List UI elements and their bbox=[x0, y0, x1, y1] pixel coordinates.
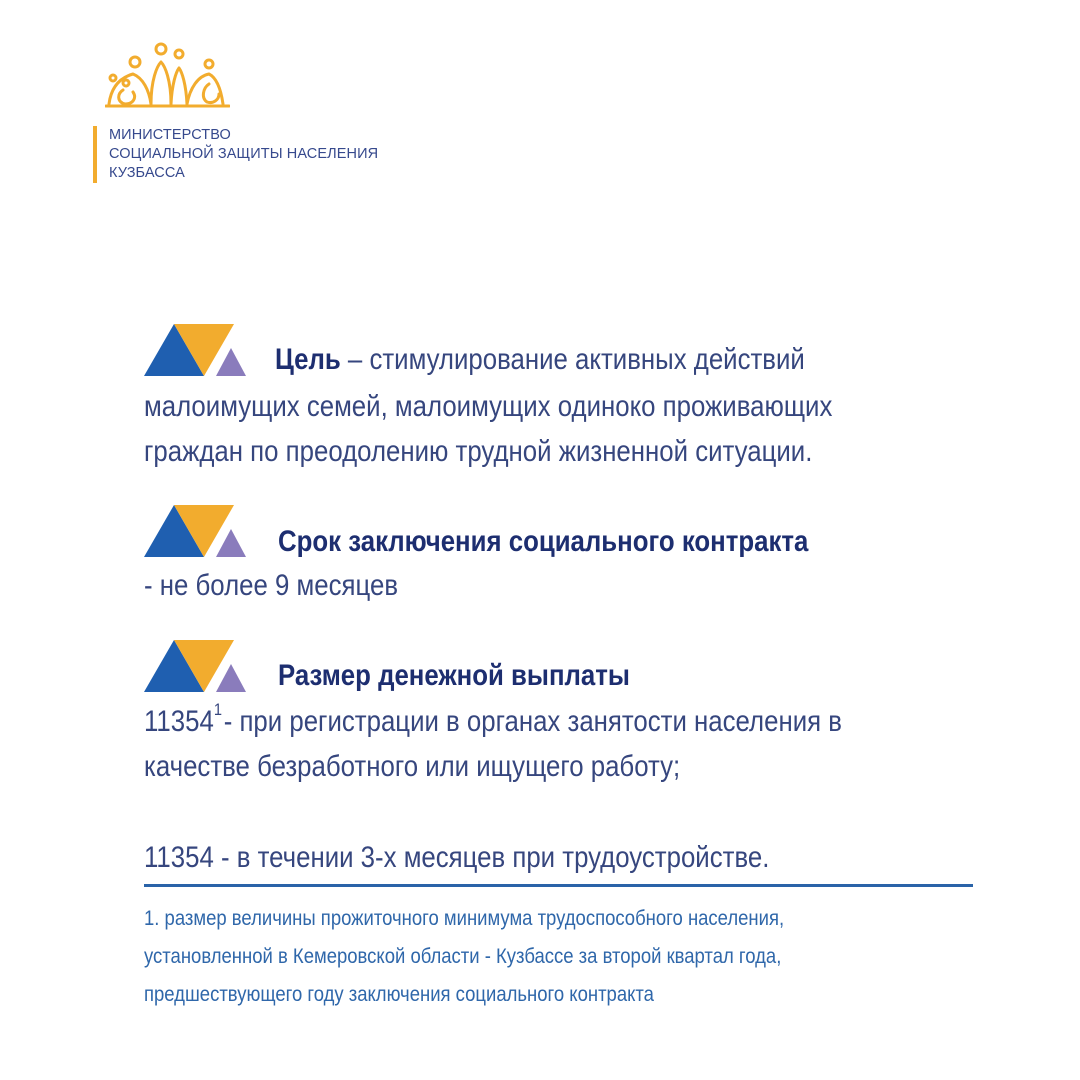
payment-line-2: качестве безработного или ищущего работу; bbox=[144, 750, 681, 783]
ministry-family-logo-icon bbox=[105, 42, 230, 112]
footnote-marker: 1 bbox=[213, 700, 222, 719]
payment-title: Размер денежной выплаты bbox=[278, 659, 630, 692]
goal-title: Цель bbox=[275, 343, 341, 376]
goal-text-line-2: малоимущих семей, малоимущих одиноко проживающих bbox=[144, 390, 833, 423]
term-value: - не более 9 месяцев bbox=[144, 569, 399, 602]
ministry-name-line-1: МИНИСТЕРСТВО bbox=[109, 127, 231, 143]
goal-heading-line bbox=[275, 338, 805, 382]
triangles-bullet-icon bbox=[144, 324, 246, 376]
footnote-line-2: установленной в Кемеровской области - Кузбассе за второй квартал года, bbox=[144, 944, 782, 968]
triangles-bullet-icon bbox=[144, 640, 246, 692]
payment-line-3: 11354 - в течении 3-х месяцев при трудоустройстве. bbox=[144, 841, 770, 874]
payment-line-1 bbox=[144, 700, 842, 748]
ministry-name-line-3: КУЗБАССА bbox=[109, 165, 185, 181]
goal-text-line-3: граждан по преодолению трудной жизненной ситуации. bbox=[144, 435, 813, 468]
term-title: Срок заключения социального контракта bbox=[278, 525, 809, 558]
triangles-bullet-icon bbox=[144, 505, 246, 557]
footnote-line-3: предшествующего году заключения социального контракта bbox=[144, 982, 654, 1006]
payment-amount-1: 11354 bbox=[144, 705, 214, 738]
ministry-name-line-2: СОЦИАЛЬНОЙ ЗАЩИТЫ НАСЕЛЕНИЯ bbox=[109, 146, 379, 162]
footnote-line-1: 1. размер величины прожиточного минимума трудоспособного населения, bbox=[144, 906, 785, 930]
footnote-divider bbox=[144, 884, 973, 887]
ministry-name-block bbox=[93, 126, 378, 183]
goal-text-start: – стимулирование активных действий bbox=[340, 343, 805, 376]
payment-line-1-text: - при регистрации в органах занятости населения в bbox=[223, 705, 842, 738]
